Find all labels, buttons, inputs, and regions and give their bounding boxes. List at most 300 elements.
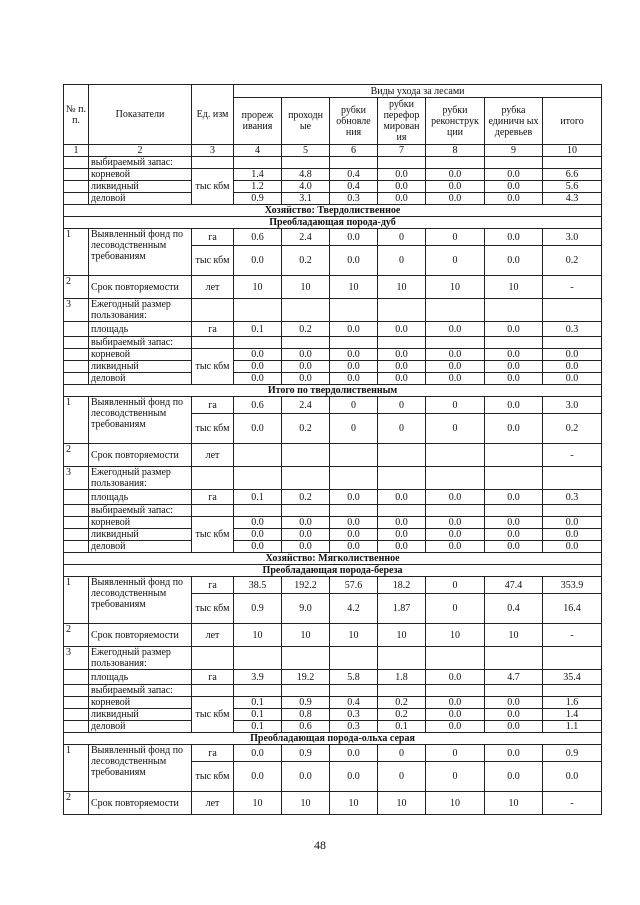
label-cell: выбираемый запас: — [89, 337, 192, 349]
value-cell: 1.1 — [543, 721, 602, 733]
table-row — [64, 697, 602, 709]
value-cell: 0.0 — [330, 246, 378, 276]
value-cell: 0.0 — [330, 529, 378, 541]
value-cell: 0.0 — [485, 517, 543, 529]
value-cell: 0.2 — [282, 414, 330, 444]
label-cell: площадь — [89, 490, 192, 505]
value-cell: 0.0 — [378, 349, 426, 361]
table-cell — [64, 685, 89, 697]
column-number: 3 — [192, 145, 234, 157]
value-cell: 10 — [485, 276, 543, 299]
label-cell: Срок повторяемости — [89, 792, 192, 815]
column-number: 4 — [234, 145, 282, 157]
value-cell: 0.0 — [426, 490, 485, 505]
value-cell: 4.3 — [543, 193, 602, 205]
label-cell: площадь — [89, 322, 192, 337]
value-cell: 0.0 — [485, 373, 543, 385]
section-soft — [64, 553, 602, 565]
value-cell — [282, 444, 330, 467]
value-cell: 353.9 — [543, 577, 602, 594]
table-cell — [64, 373, 89, 385]
value-cell: 0.3 — [543, 490, 602, 505]
value-cell: 0.0 — [330, 745, 378, 762]
empty-cell — [378, 685, 426, 697]
value-cell: 0.3 — [543, 322, 602, 337]
value-cell: 0.0 — [485, 193, 543, 205]
value-cell: 0.0 — [378, 181, 426, 193]
value-cell: 0.9 — [282, 697, 330, 709]
value-cell: 0.0 — [485, 745, 543, 762]
label-cell: корневой — [89, 169, 192, 181]
table-row — [64, 745, 602, 762]
table-cell — [64, 349, 89, 361]
table-row — [64, 721, 602, 733]
empty-cell — [543, 299, 602, 322]
empty-cell — [234, 505, 282, 517]
label-cell: деловой — [89, 373, 192, 385]
header-type: прореж ивания — [234, 98, 282, 145]
row-number: 1 — [64, 745, 89, 792]
value-cell: 0.1 — [234, 709, 282, 721]
label-cell: корневой — [89, 349, 192, 361]
table-row — [64, 647, 602, 670]
unit-cell: лет — [192, 792, 234, 815]
table-header — [64, 85, 602, 157]
value-cell: 0.0 — [378, 361, 426, 373]
value-cell: 0.2 — [543, 414, 602, 444]
unit-cell: тыс кбм — [192, 414, 234, 444]
value-cell: 0.0 — [330, 373, 378, 385]
table-row — [64, 792, 602, 815]
value-cell: 0.0 — [426, 322, 485, 337]
value-cell: 0.3 — [330, 193, 378, 205]
empty-cell — [426, 299, 485, 322]
unit-cell: лет — [192, 276, 234, 299]
empty-cell — [234, 299, 282, 322]
value-cell: 10 — [378, 792, 426, 815]
empty-cell — [330, 685, 378, 697]
unit-cell: тыс кбм — [192, 697, 234, 733]
value-cell: 0.0 — [282, 373, 330, 385]
value-cell: 38.5 — [234, 577, 282, 594]
value-cell: 0.0 — [426, 697, 485, 709]
row-number: 3 — [64, 467, 89, 490]
table-row — [64, 181, 602, 193]
value-cell: 0.2 — [282, 246, 330, 276]
column-number: 1 — [64, 145, 89, 157]
empty-cell — [378, 337, 426, 349]
header-types-title: Виды ухода за лесами — [234, 85, 602, 98]
table-row — [64, 444, 602, 467]
table-row — [64, 337, 602, 349]
value-cell: 3.1 — [282, 193, 330, 205]
empty-cell — [543, 685, 602, 697]
value-cell: 192.2 — [282, 577, 330, 594]
value-cell: 0.0 — [234, 762, 282, 792]
empty-cell — [543, 337, 602, 349]
table-row — [64, 299, 602, 322]
value-cell: 0.9 — [234, 193, 282, 205]
value-cell: - — [543, 276, 602, 299]
subsection-alder-label: Преобладающая порода-ольха серая — [64, 733, 602, 745]
section-hard-label: Хозяйство: Твердолиственное — [64, 205, 602, 217]
table-cell — [64, 541, 89, 553]
value-cell: 0.0 — [426, 349, 485, 361]
value-cell: 0.0 — [426, 181, 485, 193]
value-cell: 0.0 — [234, 745, 282, 762]
subsection-alder — [64, 733, 602, 745]
label-cell: Выявленный фонд по лесоводственным требованиям — [89, 229, 192, 276]
value-cell: 0.0 — [426, 670, 485, 685]
value-cell: 0.0 — [485, 246, 543, 276]
empty-cell — [192, 685, 234, 697]
table-row — [64, 169, 602, 181]
value-cell: 0.0 — [378, 373, 426, 385]
value-cell: 0.0 — [543, 762, 602, 792]
value-cell: 0.0 — [543, 517, 602, 529]
value-cell: 0.0 — [378, 517, 426, 529]
table-row — [64, 670, 602, 685]
value-cell: 10 — [485, 792, 543, 815]
value-cell: 0 — [426, 246, 485, 276]
value-cell: 19.2 — [282, 670, 330, 685]
empty-cell — [426, 647, 485, 670]
header-type: рубки реконструк ции — [426, 98, 485, 145]
value-cell: 16.4 — [543, 594, 602, 624]
value-cell: 0.1 — [234, 697, 282, 709]
value-cell: 18.2 — [378, 577, 426, 594]
unit-cell: тыс кбм — [192, 169, 234, 205]
value-cell: 3.9 — [234, 670, 282, 685]
value-cell: 0.0 — [485, 229, 543, 246]
value-cell: 0.9 — [543, 745, 602, 762]
value-cell: 10 — [426, 792, 485, 815]
empty-cell — [485, 299, 543, 322]
empty-cell — [426, 505, 485, 517]
value-cell: 0 — [426, 745, 485, 762]
value-cell: 6.6 — [543, 169, 602, 181]
unit-cell: га — [192, 577, 234, 594]
value-cell: 0 — [378, 229, 426, 246]
label-cell: Выявленный фонд по лесоводственным требованиям — [89, 397, 192, 444]
header-type: рубки обновле ния — [330, 98, 378, 145]
value-cell: 0.0 — [234, 246, 282, 276]
table-row — [64, 349, 602, 361]
empty-cell — [330, 157, 378, 169]
empty-cell — [330, 647, 378, 670]
unit-cell: тыс кбм — [192, 349, 234, 385]
empty-cell — [378, 299, 426, 322]
value-cell: 0.4 — [330, 181, 378, 193]
section-total-hard — [64, 385, 602, 397]
value-cell: 0.0 — [485, 414, 543, 444]
value-cell: 0.4 — [330, 169, 378, 181]
table-cell — [64, 361, 89, 373]
value-cell: 10 — [330, 792, 378, 815]
label-cell: Выявленный фонд по лесоводственным требованиям — [89, 577, 192, 624]
table-row — [64, 517, 602, 529]
row-number: 2 — [64, 444, 89, 467]
value-cell: 0.0 — [378, 541, 426, 553]
value-cell: 1.8 — [378, 670, 426, 685]
value-cell: 0 — [378, 414, 426, 444]
label-cell: Срок повторяемости — [89, 624, 192, 647]
value-cell: 0.1 — [234, 322, 282, 337]
value-cell: 0.8 — [282, 709, 330, 721]
value-cell: 0.0 — [426, 529, 485, 541]
value-cell: 0.0 — [426, 541, 485, 553]
value-cell: 0.6 — [282, 721, 330, 733]
table-row — [64, 529, 602, 541]
value-cell: 10 — [234, 276, 282, 299]
table-cell — [64, 337, 89, 349]
empty-cell — [282, 685, 330, 697]
value-cell: 10 — [234, 624, 282, 647]
value-cell — [378, 444, 426, 467]
value-cell: 0.0 — [426, 373, 485, 385]
empty-cell — [378, 647, 426, 670]
label-cell: корневой — [89, 697, 192, 709]
subsection-oak — [64, 217, 602, 229]
header-type: итого — [543, 98, 602, 145]
value-cell: 0.0 — [378, 490, 426, 505]
value-cell: 0.0 — [543, 349, 602, 361]
row-number: 2 — [64, 792, 89, 815]
value-cell: 0.9 — [234, 594, 282, 624]
value-cell: 0.0 — [485, 529, 543, 541]
table-row — [64, 276, 602, 299]
value-cell: 3.0 — [543, 397, 602, 414]
value-cell: 1.4 — [543, 709, 602, 721]
empty-cell — [330, 299, 378, 322]
empty-cell — [192, 647, 234, 670]
value-cell: 0.0 — [485, 762, 543, 792]
section-soft-label: Хозяйство: Мягколиственное — [64, 553, 602, 565]
empty-cell — [485, 505, 543, 517]
row-number: 2 — [64, 624, 89, 647]
value-cell: 0.0 — [282, 361, 330, 373]
value-cell: 0.0 — [543, 373, 602, 385]
unit-cell: тыс кбм — [192, 246, 234, 276]
value-cell: 0.2 — [378, 709, 426, 721]
empty-cell — [282, 647, 330, 670]
value-cell: 0.0 — [485, 349, 543, 361]
unit-cell: га — [192, 490, 234, 505]
value-cell — [485, 444, 543, 467]
header-unit: Ед. изм — [192, 85, 234, 145]
value-cell: 0 — [378, 745, 426, 762]
value-cell: 0.0 — [543, 529, 602, 541]
empty-cell — [378, 467, 426, 490]
value-cell: - — [543, 792, 602, 815]
value-cell: 10 — [426, 276, 485, 299]
value-cell: 0.0 — [485, 709, 543, 721]
empty-cell — [426, 685, 485, 697]
section-total-hard-label: Итого по твердолиственным — [64, 385, 602, 397]
empty-cell — [543, 467, 602, 490]
table-row — [64, 577, 602, 594]
table-row — [64, 490, 602, 505]
value-cell: 10 — [378, 276, 426, 299]
value-cell: 0.4 — [330, 697, 378, 709]
label-cell: ликвидный — [89, 529, 192, 541]
unit-cell: га — [192, 397, 234, 414]
empty-cell — [378, 157, 426, 169]
table-cell — [64, 529, 89, 541]
empty-cell — [282, 299, 330, 322]
label-cell: выбираемый запас: — [89, 157, 192, 169]
value-cell: 0.0 — [485, 169, 543, 181]
section-hard — [64, 205, 602, 217]
value-cell: 0.0 — [330, 490, 378, 505]
value-cell: 0 — [378, 762, 426, 792]
table-row — [64, 685, 602, 697]
forest-care-table — [63, 84, 602, 815]
value-cell: 0.0 — [485, 322, 543, 337]
header-type: рубки перефор мирован ия — [378, 98, 426, 145]
value-cell: 0.0 — [330, 322, 378, 337]
empty-cell — [485, 467, 543, 490]
label-cell: Выявленный фонд по лесоводственным требованиям — [89, 745, 192, 792]
value-cell: 57.6 — [330, 577, 378, 594]
column-number: 2 — [89, 145, 192, 157]
value-cell: 0 — [378, 246, 426, 276]
unit-cell: тыс кбм — [192, 594, 234, 624]
empty-cell — [234, 337, 282, 349]
value-cell: 47.4 — [485, 577, 543, 594]
table-body — [64, 157, 602, 815]
subsection-oak-label: Преобладающая порода-дуб — [64, 217, 602, 229]
value-cell: 0.0 — [234, 529, 282, 541]
value-cell: 0.0 — [282, 517, 330, 529]
table-cell — [64, 505, 89, 517]
label-cell: корневой — [89, 517, 192, 529]
value-cell: 0.0 — [234, 349, 282, 361]
value-cell: 0.0 — [282, 349, 330, 361]
value-cell: 9.0 — [282, 594, 330, 624]
value-cell: 5.6 — [543, 181, 602, 193]
empty-cell — [330, 505, 378, 517]
empty-cell — [234, 467, 282, 490]
empty-cell — [192, 157, 234, 169]
column-number: 6 — [330, 145, 378, 157]
value-cell: 0.0 — [543, 361, 602, 373]
unit-cell: га — [192, 670, 234, 685]
value-cell: 0.3 — [330, 709, 378, 721]
value-cell: 0.0 — [485, 541, 543, 553]
empty-cell — [485, 685, 543, 697]
value-cell: 0 — [426, 577, 485, 594]
header-type: рубка единичн ых деревьев — [485, 98, 543, 145]
value-cell: 0.0 — [330, 517, 378, 529]
column-number: 8 — [426, 145, 485, 157]
empty-cell — [282, 467, 330, 490]
value-cell: 0.9 — [282, 745, 330, 762]
empty-cell — [543, 505, 602, 517]
unit-cell: тыс кбм — [192, 762, 234, 792]
table-cell — [64, 169, 89, 181]
label-cell: Ежегодный размер пользования: — [89, 467, 192, 490]
empty-cell — [485, 337, 543, 349]
table-cell — [64, 157, 89, 169]
table-row — [64, 467, 602, 490]
value-cell: 0.6 — [234, 397, 282, 414]
value-cell: 0 — [426, 397, 485, 414]
label-cell: деловой — [89, 193, 192, 205]
table-row — [64, 322, 602, 337]
table-row — [64, 193, 602, 205]
label-cell: деловой — [89, 541, 192, 553]
value-cell: 10 — [378, 624, 426, 647]
value-cell: 0.0 — [485, 361, 543, 373]
value-cell: 0.0 — [485, 697, 543, 709]
table-row — [64, 709, 602, 721]
empty-cell — [192, 505, 234, 517]
value-cell: 0 — [426, 414, 485, 444]
unit-cell: га — [192, 745, 234, 762]
empty-cell — [378, 505, 426, 517]
table-cell — [64, 670, 89, 685]
unit-cell: га — [192, 322, 234, 337]
table-row — [64, 624, 602, 647]
table-cell — [64, 517, 89, 529]
empty-cell — [330, 337, 378, 349]
value-cell: 0.0 — [378, 322, 426, 337]
table-cell — [64, 709, 89, 721]
value-cell: 1.87 — [378, 594, 426, 624]
value-cell: 10 — [282, 276, 330, 299]
empty-cell — [330, 467, 378, 490]
header-indicators: Показатели — [89, 85, 192, 145]
label-cell: Срок повторяемости — [89, 444, 192, 467]
empty-cell — [282, 157, 330, 169]
value-cell: 0 — [330, 414, 378, 444]
table-row — [64, 229, 602, 246]
empty-cell — [234, 685, 282, 697]
value-cell: 10 — [282, 624, 330, 647]
empty-cell — [282, 505, 330, 517]
value-cell: - — [543, 624, 602, 647]
unit-cell: га — [192, 229, 234, 246]
empty-cell — [192, 337, 234, 349]
value-cell: 0 — [426, 594, 485, 624]
table-row — [64, 541, 602, 553]
unit-cell: лет — [192, 624, 234, 647]
label-cell: Срок повторяемости — [89, 276, 192, 299]
empty-cell — [426, 467, 485, 490]
value-cell: 0.0 — [330, 229, 378, 246]
value-cell: 0.0 — [426, 193, 485, 205]
value-cell: 10 — [330, 276, 378, 299]
table-row — [64, 505, 602, 517]
empty-cell — [543, 157, 602, 169]
unit-cell: тыс кбм — [192, 517, 234, 553]
value-cell: - — [543, 444, 602, 467]
row-number: 1 — [64, 577, 89, 624]
value-cell: 0.0 — [485, 490, 543, 505]
value-cell: 3.0 — [543, 229, 602, 246]
value-cell: 0.0 — [378, 169, 426, 181]
value-cell: 0.2 — [543, 246, 602, 276]
row-number: 3 — [64, 299, 89, 322]
label-cell: деловой — [89, 721, 192, 733]
value-cell: 0.0 — [426, 517, 485, 529]
page-number: 48 — [314, 838, 326, 852]
value-cell: 0.4 — [485, 594, 543, 624]
value-cell: 0.0 — [330, 349, 378, 361]
value-cell: 4.8 — [282, 169, 330, 181]
value-cell: 1.2 — [234, 181, 282, 193]
